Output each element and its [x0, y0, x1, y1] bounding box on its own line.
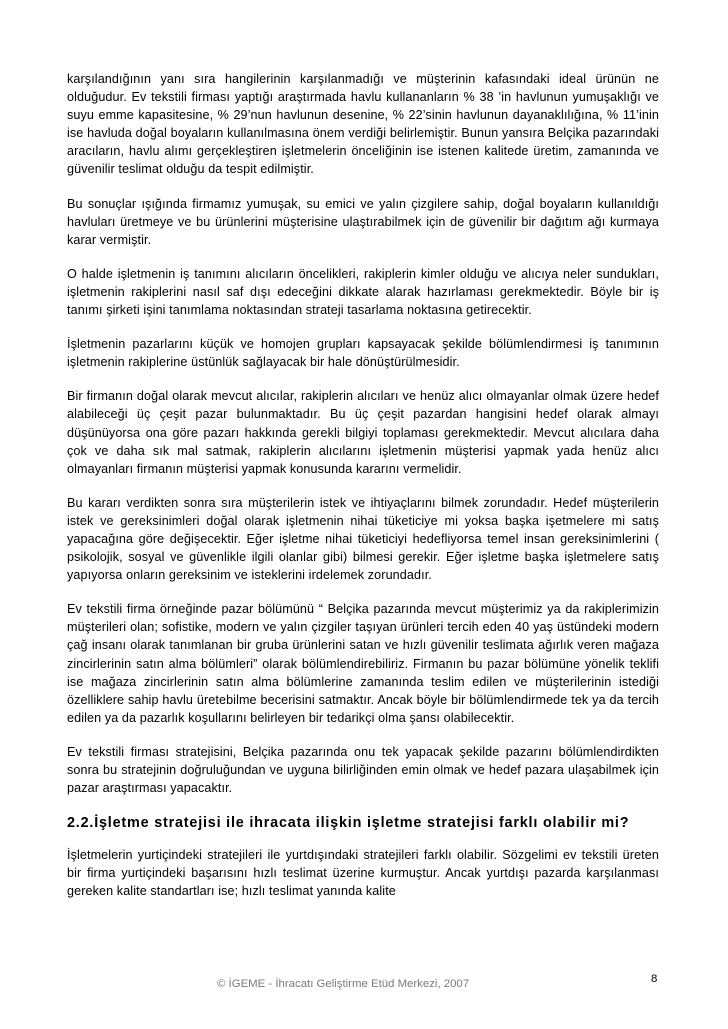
page-footer: © İGEME - İhracatı Geliştirme Etüd Merkezi, 2007 [217, 978, 470, 990]
paragraph-market-segmentation: İşletmenin pazarlarını küçük ve homojen grupları kapsayacak şekilde bölümlendirmesi iş tanımının işletmenin rakiplerine üstünlük sağlayacak bir hale dönüştürülmesidir. [67, 337, 659, 370]
paragraph-three-markets: Bir firmanın doğal olarak mevcut alıcılar, rakiplerin alıcıları ve henüz alıcı olmayanlar olmak üzere hedef alabileceği üç çeşit pazar bulunmaktadır. Bu üç çeşit pazardan hangisini hedef olarak almayı düşünüyorsa ona göre pazarı hakkında gerekli bilgiyi toplaması gerekmektedir. Mevcut alıcılara daha çok ve daha sık mal satmak, rakiplerin alıcılarını işletmenin müşterisi yapmak yada henüz alıcı olmayanları firmanın müşterisi yapmak konusunda kararını vermelidir. [67, 389, 659, 476]
paragraph-market-research-results: karşılandığının yanı sıra hangilerinin karşılanmadığı ve müşterinin kafasındaki ideal ürünün ne olduğudur. Ev tekstili firması yaptığı araştırmada havlu kullananların % 38 ’in havlunun yumuşaklığı ve suyu emme kapasitesine, % 29’nun havlunun desenine, % 22’sinin havlunun dayanaklılığına, % 11’inin ise havluda doğal boyaların kullanılmasına önem verdiği belirlemiştir. Bunun yansıra Belçika pazarındaki aracıların, havlu alımı gerçekleştiren işletmelerin önceliğinin ise istenen kalitede üretim, zamanında ve güvenilir teslimat olduğu da tespit edilmiştir. [67, 72, 659, 177]
paragraph-domestic-vs-export: İşletmelerin yurtiçindeki stratejileri ile yurtdışındaki stratejileri farklı olabilir. Sözgelimi ev tekstili üreten bir firma yurtiçindeki başarısını hızlı teslimat üzerine kurmuştur. Ancak yurtdışı pazarda karşılanması gereken kalite standartları ise; hızlı teslimat yanında kalite [67, 848, 659, 899]
paragraph-customer-needs: Bu kararı verdikten sonra sıra müşterilerin istek ve ihtiyaçlarını bilmek zorundadır. Hedef müşterilerin istek ve gereksinimleri doğal olarak işletmenin nihai tüketiciye mi yoksa başka işetmelere mi satış yapacağına göre değişecektir. Eğer işletme nihai tüketiciyi hedefliyorsa temel insan gereksinimlerini ( psikolojik, sosyal ve güvenlikle ilgili olanlar gibi) bilmesi gerekir. Eğer işletme başka işletmelere satış yapıyorsa onların gereksinim ve isteklerini irdelemek zorundadır. [67, 495, 659, 583]
section-heading: 2.2.İşletme stratejisi ile ihracata ilişkin işletme stratejisi farklı olabilir mi? [67, 815, 630, 832]
paragraph-business-definition: O halde işletmenin iş tanımını alıcıların öncelikleri, rakiplerin kimler olduğu ve alıcıya neler sundukları, işletmenin rakiplerini nasıl saf dışı edeceğini dikkate alarak hazırlaması gerekmektedir. Böyle bir iş tanımı şirketi işini tanımlama noktasından strateji tasarlama noktasına getirecektir. [67, 266, 659, 318]
page-content [67, 70, 659, 916]
paragraph-segment-example: Ev tekstili firma örneğinde pazar bölümünü “ Belçika pazarında mevcut müşterimiz ya da rakiplerimizin müşterileri olan; sofistike, modern ve yalın çizgiler taşıyan ürünleri tercih eden 40 yaş üstündeki modern çağ insanı olarak tanımlanan bir gruba ürünlerini satan ve hızlı güvenilir teslimata ağırlık veren mağaza zincirlerinin satın alma bölümleri” olarak bölümlendirebiliriz. Firmanın bu pazar bölümüne yönelik teklifi ise mağaza zincirlerinin satın alma bölümlerine zamanında teslim edilen ve müşterilerinin istediği özelliklere sahip havlu üretebilme becerisini satmaktır. Ancak böyle bir bölümlendirmede tek ya da tercih edilen ya da pazarlık koşullarını belirleyen bir tedarikçi olma şansı olabilecektir. [67, 602, 659, 725]
paragraph-firm-decision: Bu sonuçlar ışığında firmamız yumuşak, su emici ve yalın çizgilere sahip, doğal boyaların kullanıldığı havluları üretmeye ve bu ürünlerini müşterisine ulaştırabilmek için de güvenilir bir dağıtım ağı kurmaya karar vermiştir. [67, 196, 659, 247]
paragraph-market-research-plan: Ev tekstili firması stratejisini, Belçika pazarında onu tek yapacak şekilde pazarını bölümlendirdikten sonra bu stratejinin doğruluğundan ve uyguna bilirliğinden emin olmak ve hedef pazara ulaşabilmek için pazar araştırması yapacaktır. [67, 744, 659, 796]
page-number: 8 [651, 973, 658, 985]
